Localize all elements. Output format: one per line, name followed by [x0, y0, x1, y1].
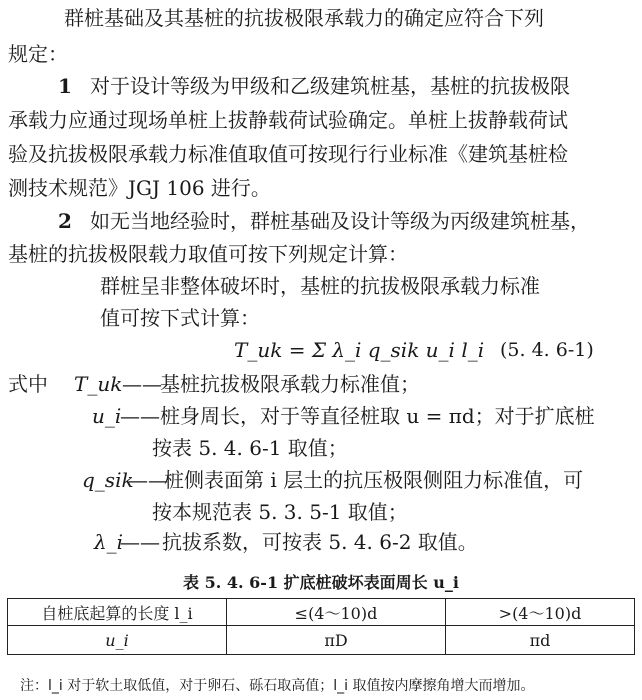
item1-line-4: 测技术规范》JGJ 106 进行。 — [8, 176, 271, 200]
item2-line-2: 基桩的抗拔极限载力取值可按下列规定计算： — [8, 242, 408, 266]
table-cell-piD: πD — [227, 626, 446, 655]
table-row — [8, 626, 635, 655]
def-text-ui: 桩身周长，对于等直径桩取 u = πd；对于扩底桩 — [160, 404, 595, 428]
item2-line-3: 群桩呈非整体破坏时，基桩的抗拔极限承载力标准 — [100, 274, 540, 298]
def-symbol-qsik: q_sik — [82, 468, 134, 492]
intro-line-2: 规定： — [8, 42, 68, 66]
intro-line-1: 群桩基础及其基桩的抗拔极限承载力的确定应符合下列 — [64, 6, 544, 30]
table-header-length: 自桩底起算的长度 l_i — [8, 599, 227, 626]
table-cell-ui: u_i — [8, 626, 227, 655]
def-text-lambda: 抗拔系数，可按表 5. 4. 6-2 取值。 — [162, 530, 478, 554]
def-symbol-tuk: T_uk — [74, 372, 123, 396]
table-header-gt: >(4～10)d — [446, 599, 635, 626]
item2-number: 2 — [58, 209, 72, 233]
perimeter-table — [7, 598, 635, 655]
item2-line-4: 值可按下式计算： — [100, 306, 260, 330]
item1-line-2: 承载力应通过现场单桩上拔静载荷试验确定。单桩上拔静载荷试 — [8, 108, 568, 132]
def-text-qsik-2: 按本规范表 5. 3. 5-1 取值； — [152, 500, 408, 524]
where-label: 式中 — [8, 372, 48, 396]
def-dash-lambda: —— — [120, 530, 160, 554]
formula-5-4-6-1: T_uk = Σ λ_i q_sik u_i l_i — [234, 338, 485, 362]
table-header-row — [8, 599, 635, 626]
def-symbol-lambda: λ_i — [94, 530, 124, 554]
def-text-qsik: 桩侧表面第 i 层土的抗压极限侧阻力标准值，可 — [164, 468, 584, 492]
equation-number: (5. 4. 6-1) — [500, 339, 594, 361]
def-dash-ui: —— — [120, 404, 160, 428]
item1-line-1: 对于设计等级为甲级和乙级建筑桩基，基桩的抗拔极限 — [90, 74, 570, 98]
item1-line-3: 验及抗拔极限承载力标准值取值可按现行行业标准《建筑基桩检 — [8, 142, 568, 166]
table-caption: 表 5. 4. 6-1 扩底桩破坏表面周长 u_i — [183, 573, 459, 592]
item1-number: 1 — [58, 74, 72, 98]
def-dash-tuk: —— — [122, 372, 162, 396]
table-cell-pid: πd — [446, 626, 635, 655]
table-header-le: ≤(4～10)d — [227, 599, 446, 626]
def-symbol-ui: u_i — [92, 404, 122, 428]
item2-line-1: 如无当地经验时，群桩基础及设计等级为丙级建筑桩基， — [90, 209, 590, 233]
def-text-tuk: 基桩抗拔极限承载力标准值； — [160, 372, 420, 396]
table-note: 注：l_i 对于软土取低值，对于卵石、砾石取高值；l_i 取值按内摩擦角增大而增加。 — [20, 678, 535, 694]
def-dash-qsik: —— — [128, 468, 168, 492]
def-text-ui-2: 按表 5. 4. 6-1 取值； — [152, 436, 348, 460]
